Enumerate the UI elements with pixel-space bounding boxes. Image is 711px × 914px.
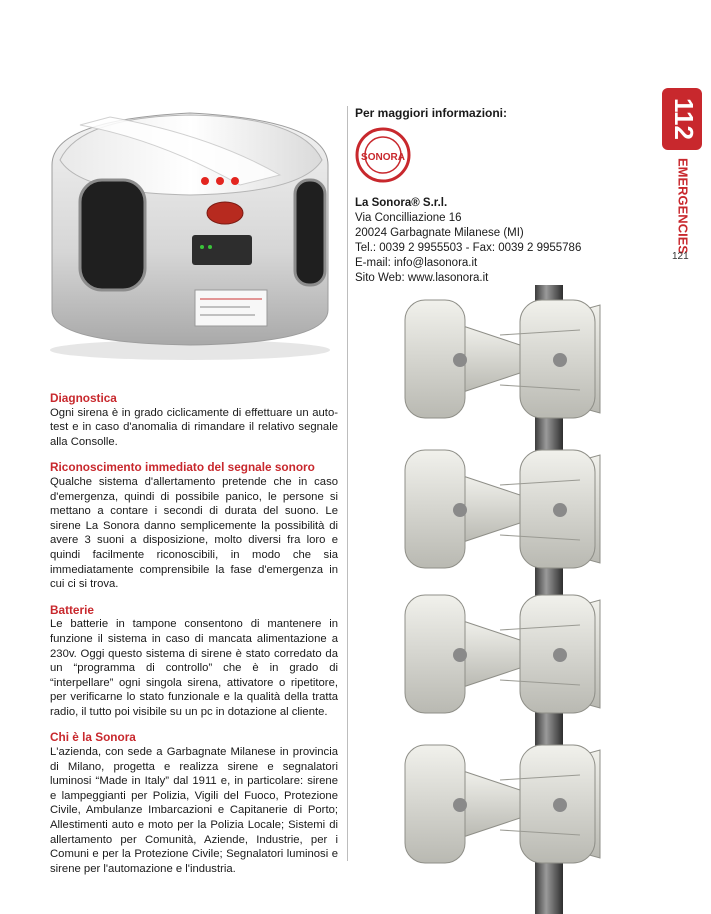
la-sonora-logo	[355, 127, 411, 183]
section-title: Chi è la Sonora	[50, 730, 136, 745]
section-body: Qualche sistema d'allertamento pretende che in caso d'emergenza, quindi di possibile panico, le persone si mettano a contare i secondi di durata del suono. Le sirene La Sonora danno semplicemente la possibilità di avere 3 suoni a disposizione, molto diversi fra loro e quindi facilmente riconoscibili, in modo che sia immediatamente comprensibile la fase d'emergenza in cui ci si trova.	[50, 475, 338, 591]
section-diagnostica	[50, 391, 338, 449]
section-body: L'azienda, con sede a Garbagnate Milanese in provincia di Milano, progetta e realizza sirene e segnalatori luminosi “Made in Italy” dal 1911 e, in particolare: sirene e lampeggianti per Polizia, Vigili del Fuoco, Protezione Civile, Ambulanze Imbarcazioni e Capitanerie di Porto; Allestimenti auto e moto per la Polizia Locale; Sistemi di allertamento per Comunità, Aziende, Industrie, per i Comuni e per la Protezione Civile; Segnalatori luminosi e sirene per l'automazione e l'industria.	[50, 746, 338, 875]
article-body	[50, 391, 338, 887]
emergencies-tab	[662, 88, 702, 260]
email[interactable]: E-mail: info@lasonora.it	[355, 257, 478, 269]
tab-number: 112	[669, 98, 700, 140]
column-divider	[347, 106, 348, 861]
contact-info	[355, 106, 615, 286]
section-body: Ogni sirena è in grado ciclicamente di effettuare un auto-test e in caso d'anomalia di rimandare il relativo segnale alla Consolle.	[50, 406, 338, 448]
website[interactable]: Sito Web: www.lasonora.it	[355, 272, 489, 284]
section-riconoscimento	[50, 460, 338, 591]
section-batterie	[50, 603, 338, 720]
section-title: Riconoscimento immediato del segnale sonoro	[50, 460, 315, 475]
section-title: Batterie	[50, 602, 94, 617]
tab-label: EMERGENCIES	[675, 157, 691, 255]
company-name: La Sonora® S.r.l.	[355, 197, 448, 209]
horn-sirens-photo	[395, 285, 625, 914]
section-title: Diagnostica	[50, 391, 117, 405]
siren-unit-photo	[40, 95, 340, 365]
address: Via Concilliazione 16	[355, 212, 462, 224]
info-heading: Per maggiori informazioni:	[355, 106, 508, 120]
section-chi-e-la-sonora	[50, 730, 338, 876]
phone-fax: Tel.: 0039 2 9955503 - Fax: 0039 2 9955786	[355, 242, 582, 254]
page-number: 121	[672, 251, 689, 262]
svg-text:SONORA: SONORA	[361, 152, 405, 163]
section-body: Le batterie in tampone consentono di mantenere in funzione il sistema in caso di mancata alimentazione a 230v. Oggi questo sistema di sirene è stato corredato da un “programma di controllo” che è in grado di “interpellare” ogni singola sirena, attivatore o ripetitore, per verificarne lo stato funzionale e la qualità della tratta radio, il tutto poi visibile su un pc in dotazione al cliente.	[50, 618, 338, 718]
city: 20024 Garbagnate Milanese (MI)	[355, 227, 524, 239]
